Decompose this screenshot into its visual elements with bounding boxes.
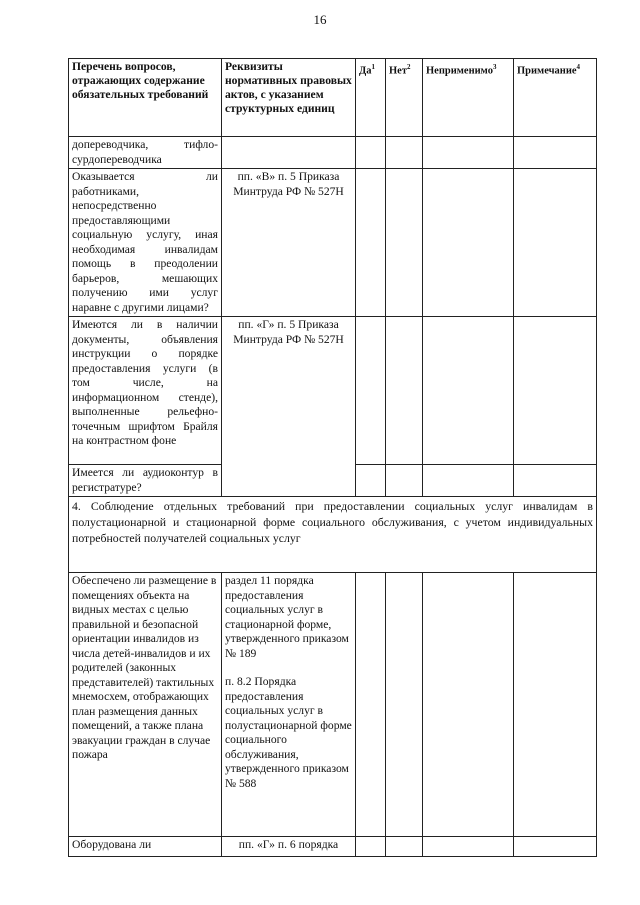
requisites-cell: пп. «В» п. 5 Приказа Минтруда РФ № 527Н (222, 169, 356, 317)
note-cell (514, 465, 597, 497)
no-cell (386, 837, 423, 857)
no-cell (386, 137, 423, 169)
question-cell: Оборудована ли (69, 837, 222, 857)
no-cell (386, 573, 423, 837)
note-cell (514, 137, 597, 169)
no-cell (386, 317, 423, 465)
requisites-ref-a: раздел 11 порядка предоставления социальных услуг в стационарной форме, утвержденного приказом № 189 (225, 574, 349, 660)
not-applicable-cell (423, 169, 514, 317)
note-cell (514, 169, 597, 317)
requisites-cell: пп. «Г» п. 5 Приказа Минтруда РФ № 527Н (222, 317, 356, 497)
not-applicable-cell (423, 465, 514, 497)
question-cell: Обеспечено ли размещение в помещениях объекта на видных местах с целью правильной и безопасной ориентации инвалидов из числа детей-инвалидов и их родителей (законных представителей) тактильных мнемосхем, отображающих план размещения данных помещений, а также плана эвакуации граждан в случае пожара (69, 573, 222, 837)
not-applicable-cell (423, 137, 514, 169)
question-cell: допереводчика, тифло-сурдопереводчика (69, 137, 222, 169)
yes-cell (356, 137, 386, 169)
table-row (69, 169, 597, 317)
header-requisites: Реквизиты нормативных правовых актов, с указанием структурных единиц (222, 59, 356, 137)
section-4-title: 4. Соблюдение отдельных требований при предоставлении социальных услуг инвалидам в полустационарной и стационарной форме социального обслуживания, с учетом индивидуальных потребностей получателей социальных услуг (69, 497, 597, 573)
requisites-cell (222, 573, 356, 837)
header-no: Нет$^2$ (386, 59, 423, 137)
header-note: Примечание$^4$ (514, 59, 597, 137)
yes-cell (356, 317, 386, 465)
section-row (69, 497, 597, 573)
not-applicable-cell (423, 837, 514, 857)
table-row (69, 137, 597, 169)
question-cell: Имеются ли в наличии документы, объявления инструкции о порядке предоставления услуги (в том числе, на информационном стенде), выполненные рельефно-точечным шрифтом Брайля на контрастном фоне (69, 317, 222, 465)
requisites-cell: пп. «Г» п. 6 порядка (222, 837, 356, 857)
note-cell (514, 573, 597, 837)
no-cell (386, 465, 423, 497)
header-not-applicable: Неприменимо$^3$ (423, 59, 514, 137)
requisites-cell (222, 137, 356, 169)
requirements-table (68, 58, 597, 857)
not-applicable-cell (423, 573, 514, 837)
header-yes: $Да^1$ (356, 59, 386, 137)
yes-cell (356, 465, 386, 497)
table-row (69, 837, 597, 857)
note-cell (514, 317, 597, 465)
table-header-row (69, 59, 597, 137)
table-row (69, 317, 597, 465)
requisites-ref-b: п. 8.2 Порядка предоставления социальных услуг в полустационарной форме социального обслуживания, утвержденного приказом № 588 (225, 675, 352, 790)
no-cell (386, 169, 423, 317)
yes-cell (356, 573, 386, 837)
yes-cell (356, 169, 386, 317)
question-cell: Имеется ли аудиоконтур в регистратуре? (69, 465, 222, 497)
page-number: 16 (313, 12, 327, 27)
header-questions: Перечень вопросов, отражающих содержание обязательных требований (69, 59, 222, 137)
yes-cell (356, 837, 386, 857)
not-applicable-cell (423, 317, 514, 465)
question-cell: Оказывается ли работниками, непосредственно предоставляющими социальную услугу, иная необходимая инвалидам помощь в преодолении барьеров, мешающих получению ими услуг наравне с другими лицами? (69, 169, 222, 317)
note-cell (514, 837, 597, 857)
table-row (69, 573, 597, 837)
